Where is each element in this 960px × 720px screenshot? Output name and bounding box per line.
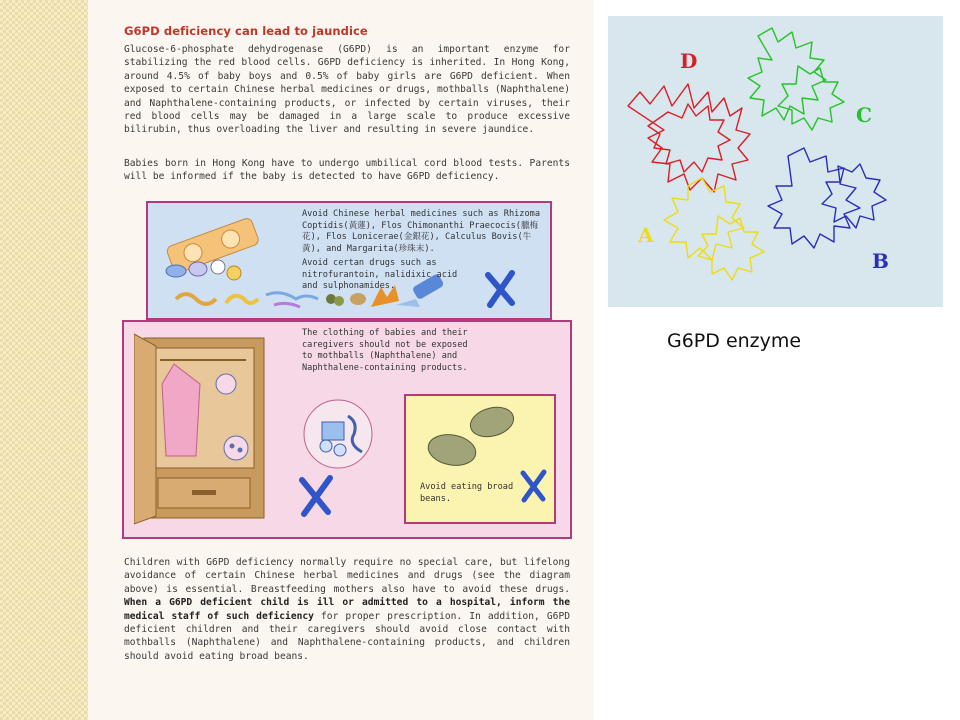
blue-x-icon bbox=[482, 269, 518, 309]
protein-label-c: C bbox=[856, 103, 872, 127]
drugs-warning-text: Avoid certan drugs such as nitrofurantoin, nalidixic acid and sulphonamides. bbox=[302, 258, 458, 292]
protein-ribbon-illustration bbox=[608, 16, 943, 307]
blue-x-icon bbox=[518, 468, 548, 504]
herbs-warning-text: Avoid Chinese herbal medicines such as Rhizoma Coptidis(黃蓮), Flos Chimonanthi Praecocis(臘梅花), Flos Lonicerae(金銀花), Calculus Bovis(牛黃), and Margarita(珍珠末). bbox=[302, 209, 540, 254]
care-paragraph bbox=[124, 556, 570, 663]
broad-beans-panel bbox=[404, 394, 556, 524]
wardrobe-illustration bbox=[134, 328, 284, 528]
g6pd-protein-structure-image bbox=[608, 16, 943, 307]
decorative-side-strip bbox=[0, 0, 88, 720]
blood-test-paragraph: Babies born in Hong Kong have to undergo umbilical cord blood tests. Parents will be informed if the baby is detected to have G6PD deficiency. bbox=[124, 158, 570, 183]
broad-beans-illustration bbox=[416, 402, 536, 472]
leaflet-title: G6PD deficiency can lead to jaundice bbox=[124, 24, 368, 38]
care-text-part2: for proper prescription. In addition, G6PD deficient children and their caregivers should avoid close contact with mothballs (Naphthalene) and Naphthalene-containing products, and children should avoid eating broad beans. bbox=[124, 610, 570, 662]
herbs-drugs-panel bbox=[146, 201, 552, 320]
mothball-products-illustration bbox=[296, 394, 386, 474]
scanned-leaflet bbox=[88, 0, 594, 720]
protein-label-b: B bbox=[872, 249, 889, 273]
care-text-part1: Children with G6PD deficiency normally require no special care, but lifelong avoidance of certain Chinese herbal medicines and drugs (see the diagram above) is essential. Breastfeeding mothers also have to avoid these drugs. bbox=[124, 557, 570, 595]
mothballs-warning-text: The clothing of babies and their caregivers should not be exposed to mothballs (Naphthalene) and Naphthalene-containing products. bbox=[302, 328, 468, 373]
beans-warning-text: Avoid eating broad beans. bbox=[420, 482, 514, 504]
blue-x-icon bbox=[296, 474, 336, 518]
intro-paragraph: Glucose-6-phosphate dehydrogenase (G6PD) is an important enzyme for stabilizing the red blood cells. G6PD deficiency is inherited. In Hong Kong, around 4.5% of baby boys and 0.5% of baby girls are G6PD deficient. When exposed to certain Chinese herbal medicines or drugs, mothballs (Naphthalene) and Naphthalene-containing products, or infected by certain viruses, their red blood cells may be damaged in a large scale to produce excessive bilirubin, thus overloading the liver and resulting in severe jaundice. bbox=[124, 44, 570, 136]
protein-label-d: D bbox=[680, 49, 698, 73]
image-caption: G6PD enzyme bbox=[667, 330, 802, 352]
protein-label-a: A bbox=[638, 223, 654, 247]
care-text-bold: When a G6PD deficient child is ill or admitted to a hospital, inform the medical staff of such deficiency bbox=[124, 597, 570, 622]
